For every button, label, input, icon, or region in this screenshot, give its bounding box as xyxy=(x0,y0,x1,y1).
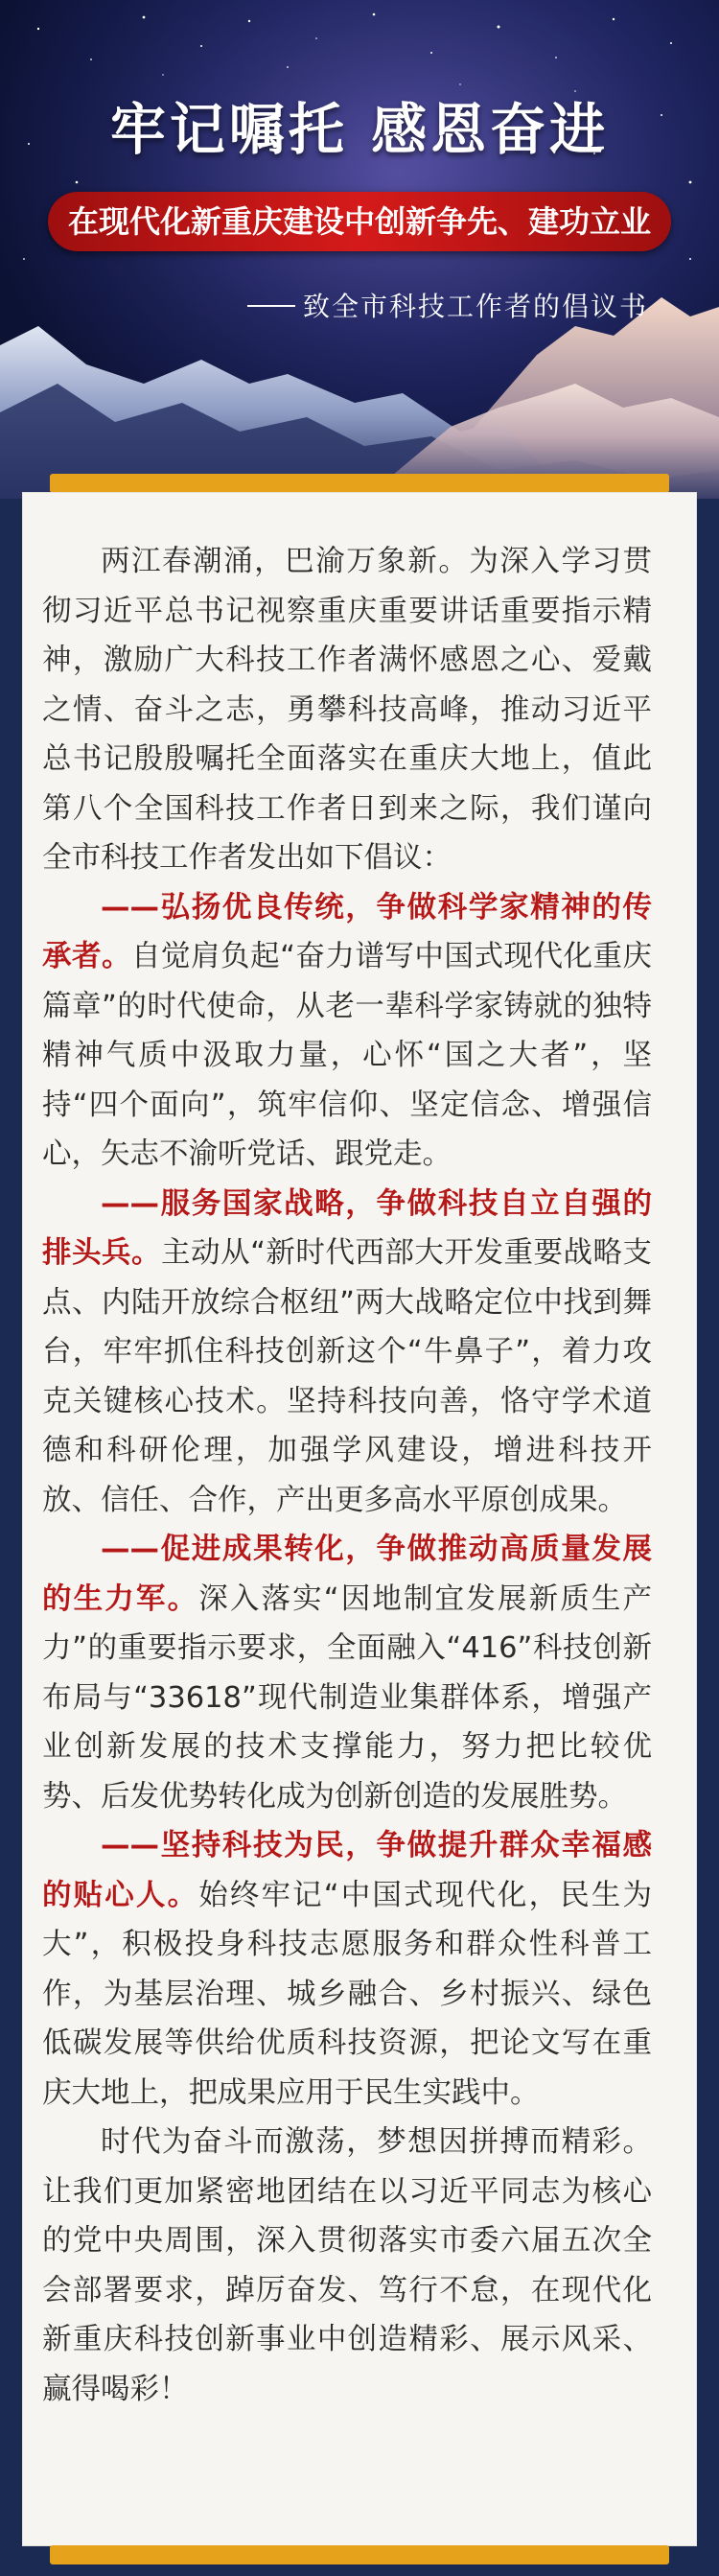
closing-paragraph: 时代为奋斗而激荡，梦想因拼搏而精彩。让我们更加紧密地团结在以习近平同志为核心的党中央周围，深入贯彻落实市委六届五次全会部署要求，踔厉奋发、笃行不怠，在现代化新重庆科技创新事业中创造精彩、展示风采、赢得喝彩！ xyxy=(42,2125,652,2406)
proposal-heading-3: ——促进成果转化，争做推动高质量发展的生力军。 xyxy=(42,1533,652,1616)
gold-top-border xyxy=(50,474,669,493)
intro-paragraph: 两江春潮涌，巴渝万象新。为深入学习贯彻习近平总书记视察重庆重要讲话重要指示精神，激励广大科技工作者满怀感恩之心、爱戴之情、奋斗之志，勇攀科技高峰，推动习近平总书记殷殷嘱托全面落实在重庆大地上，值此第八个全国科技工作者日到来之际，我们谨向全市科技工作者发出如下倡议： xyxy=(42,545,652,875)
proposal-heading-4: ——坚持科技为民，争做提升群众幸福感的贴心人。 xyxy=(42,1829,652,1912)
gold-bottom-border xyxy=(50,2545,669,2564)
proposal-text-1: 自觉肩负起“奋力谱写中国式现代化重庆篇章”的时代使命，从老一辈科学家铸就的独特精神气质中汲取力量，心怀“国之大者”，坚持“四个面向”，筑牢信仰、坚定信念、增强信心，矢志不渝听党话、跟党走。 xyxy=(42,940,652,1171)
signature-dash xyxy=(247,305,295,307)
page-title: 牢记嘱托 感恩奋进 xyxy=(109,97,610,162)
snow-mountain-illustration xyxy=(0,240,719,499)
proposal-heading-2: ——服务国家战略，争做科技自立自强的排头兵。 xyxy=(42,1186,652,1270)
header-banner xyxy=(0,0,719,499)
proposal-paragraph-2 xyxy=(42,1180,652,1526)
proposal-paragraph-3 xyxy=(42,1525,652,1821)
article-body xyxy=(42,537,652,2414)
proposal-text-4: 始终牢记“中国式现代化，民生为大”，积极投身科技志愿服务和群众性科普工作，为基层治理、城乡融合、乡村振兴、绿色低碳发展等供给优质科技资源，把论文写在重庆大地上，把成果应用于民生实践中。 xyxy=(42,1878,652,2110)
proposal-text-3: 深入落实“因地制宜发展新质生产力”的重要指示要求，全面融入“416”科技创新布局与“33618”现代制造业集群体系，增强产业创新发展的技术支撑能力，努力把比较优势、后发优势转化成为创新创造的发展胜势。 xyxy=(42,1581,652,1814)
subtitle-banner: 在现代化新重庆建设中创新争先、建功立业 xyxy=(48,192,671,251)
proposal-text-2: 主动从“新时代西部大开发重要战略支点、内陆开放综合枢纽”两大战略定位中找到舞台，牢牢抓住科技创新这个“牛鼻子”，着力攻克关键核心技术。坚持科技向善，恪守学术道德和科研伦理，加强学风建设，增进科技开放、信任、合作，产出更多高水平原创成果。 xyxy=(42,1236,652,1517)
proposal-heading-1: ——弘扬优良传统，争做科学家精神的传承者。 xyxy=(42,890,652,973)
signature-line: 致全市科技工作者的倡议书 xyxy=(303,291,649,322)
proposal-paragraph-1 xyxy=(42,883,652,1180)
proposal-paragraph-4 xyxy=(42,1821,652,2118)
